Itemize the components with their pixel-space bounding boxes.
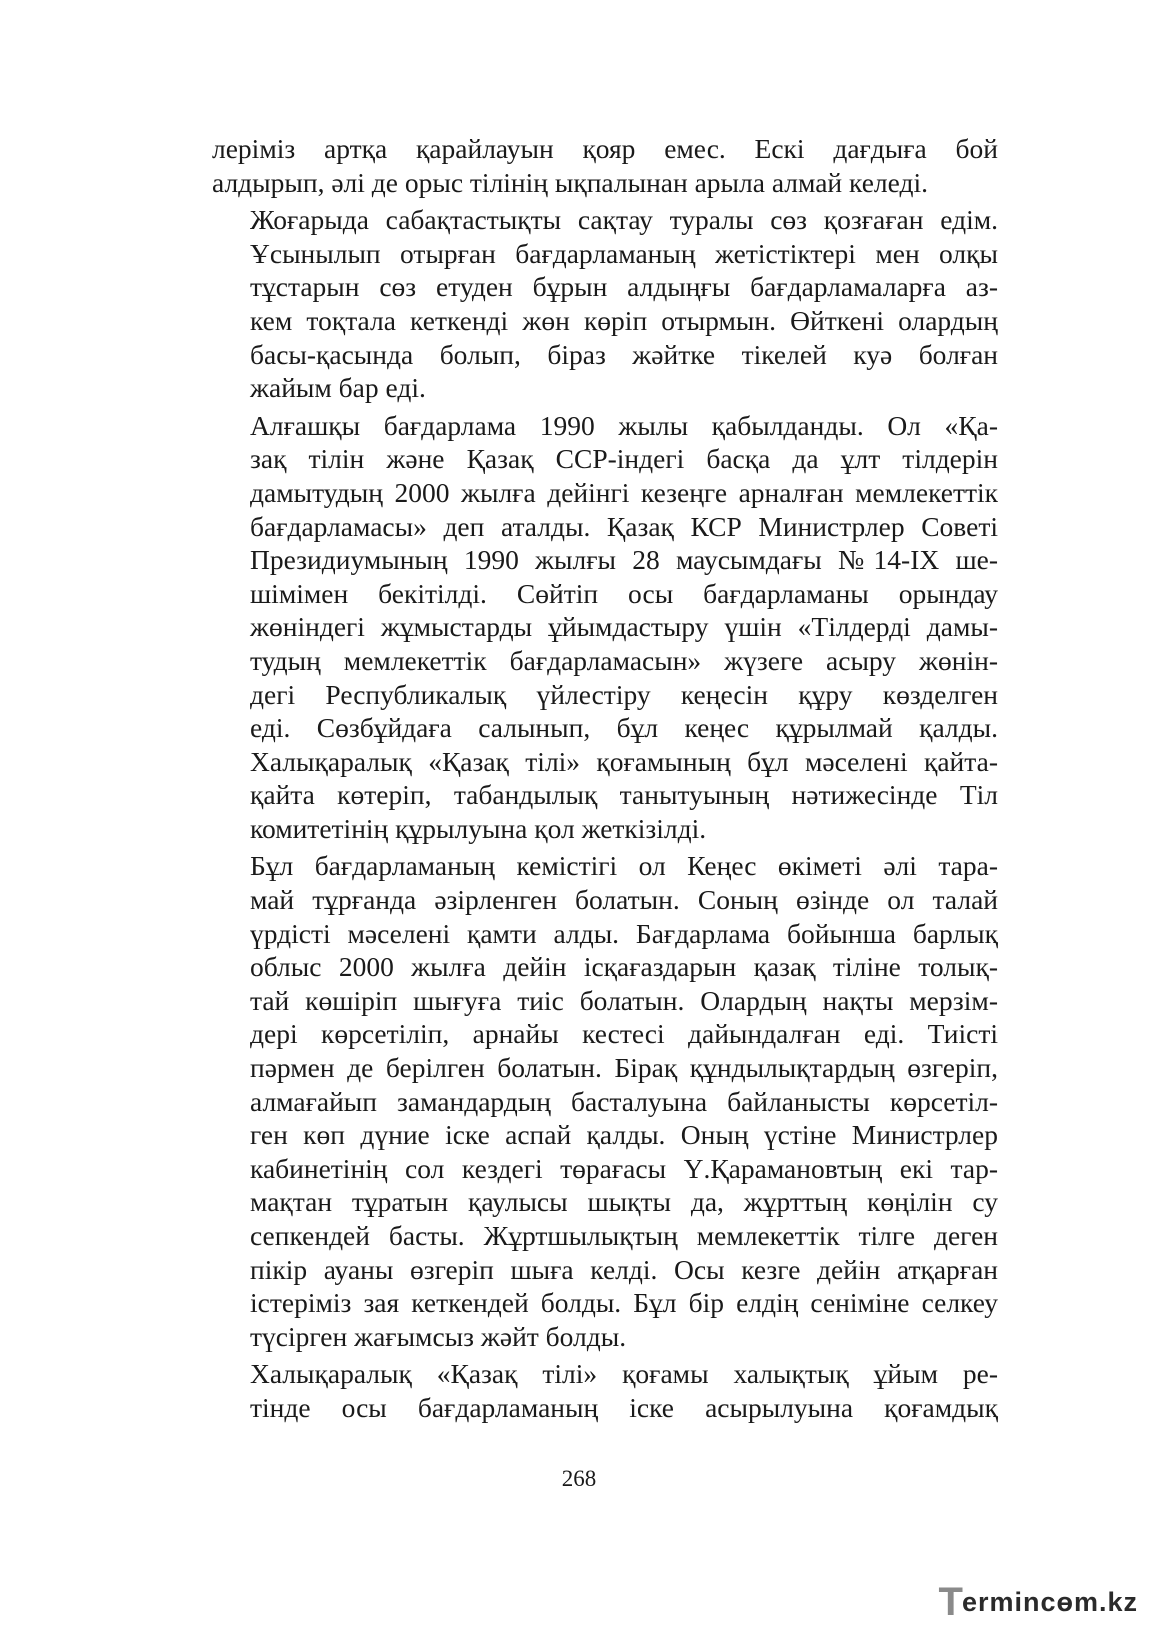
text-line: Алғашқы бағдарлама 1990 жылы қабылданды. Ол «Қа- [250,409,998,441]
text-line: тінде осы бағдарламаның іске асырылуына қоғамдық [250,1391,998,1423]
text-line: дегі Республикалық үйлестіру кеңесін құру көзделген [250,678,998,710]
text-line: бағдарламасы» деп аталды. Қазақ КСР Министрлер Советі [250,510,998,542]
text-line: тай көшіріп шығуға тиіс болатын. Олардың нақты мерзім- [250,984,998,1016]
text-line: Ұсынылып отырған бағдарламаның жетістіктері мен олқы [250,237,998,269]
text-line: басы-қасында болып, біраз жәйтке тікелей куә болған [250,338,998,370]
text-line: тудың мемлекеттік бағдарламасын» жүзеге асыру жөнін- [250,644,998,676]
text-line: түсірген жағымсыз жәйт болды. [250,1320,627,1352]
text-line: Халықаралық «Қазақ тілі» қоғамы халықтық ұйым ре- [250,1358,998,1390]
text-line: Халықаралық «Қазақ тілі» қоғамының бұл мәселені қайта- [250,745,998,777]
text-line: Бұл бағдарламаның кемістігі ол Кеңес өкіметі әлі тара- [250,850,998,882]
paragraph-2 [212,203,998,405]
paragraph-3 [212,409,998,846]
paragraph-5 [212,1357,998,1424]
text-line: жайым бар еді. [250,372,426,404]
watermark-logo [939,1582,1139,1622]
text-line: үрдісті мәселені қамти алды. Бағдарлама бойынша барлық [250,917,998,949]
text-line: пікір ауаны өзгеріп шыға келді. Осы кезге дейін атқарған [250,1253,998,1285]
text-line: ген көп дүние іске аспай қалды. Оның үстіне Министрлер [250,1119,998,1151]
text-line: май тұрғанда әзірленген болатын. Соның өзінде ол талай [250,884,998,916]
page-body-text [212,132,998,1425]
text-line: Президиумының 1990 жылғы 28 маусымдағы №14-IX ше- [250,544,998,576]
text-line: тұстарын сөз етуден бұрын алдыңғы бағдарламаларға аз- [250,271,998,303]
text-line: істеріміз зая кеткендей болды. Бұл бір елдің сеніміне селкеу [250,1287,998,1319]
text-line: облыс 2000 жылға дейін ісқағаздарын қазақ тіліне толық- [250,951,998,983]
text-line: жөніндегі жұмыстарды ұйымдастыру үшін «Тілдерді дамы- [250,611,998,643]
text-line: кем тоқтала кеткенді жөн көріп отырмын. Өйткені олардың [250,304,998,336]
text-line: комитетінің құрылуына қол жеткізілді. [250,812,707,844]
paragraph-1 [212,132,998,199]
text-line: зақ тілін және Қазақ ССР-індегі басқа да ұлт тілдерін [250,443,998,475]
text-line: мақтан тұратын қаулысы шықты да, жұрттың көңілін су [250,1186,998,1218]
text-line: шімімен бекітілді. Сөйтіп осы бағдарламаны орындау [250,577,998,609]
text-line: қайта көтеріп, табандылық танытуының нәтижесінде Тіл [250,779,998,811]
paragraph-4 [212,849,998,1353]
text-line: пәрмен де берілген болатын. Бірақ құндылықтардың өзгеріп, [250,1052,998,1084]
page-number: 268 [561,1466,597,1491]
text-line: кабинетінің сол кездегі төрағасы Ү.Қарамановтың екі тар- [250,1152,998,1184]
text-line: леріміз артқа қарайлауын қояр емес. Ескі дағдыға бой [212,133,998,164]
text-line: алдырып, әлі де орыс тілінің ықпалынан арыла алмай келеді. [212,166,928,198]
text-line: дері көрсетіліп, арнайы кестесі дайындалған еді. Тиісті [250,1018,998,1050]
watermark-logo-letter: T [938,1580,964,1624]
text-line: сепкендей басты. Жұртшылықтың мемлекеттік тілге деген [250,1220,998,1251]
text-line: дамытудың 2000 жылға дейінгі кезеңге арналған мемлекеттік [250,476,998,508]
text-line: алмағайып замандардың басталуына байланысты көрсетіл- [250,1085,998,1117]
text-line: еді. Сөзбұйдаға салынып, бұл кеңес құрылмай қалды. [250,712,998,744]
watermark-logo-text: ermincөm.kz [961,1586,1138,1617]
text-line: Жоғарыда сабақтастықты сақтау туралы сөз қозғаған едім. [250,204,998,236]
